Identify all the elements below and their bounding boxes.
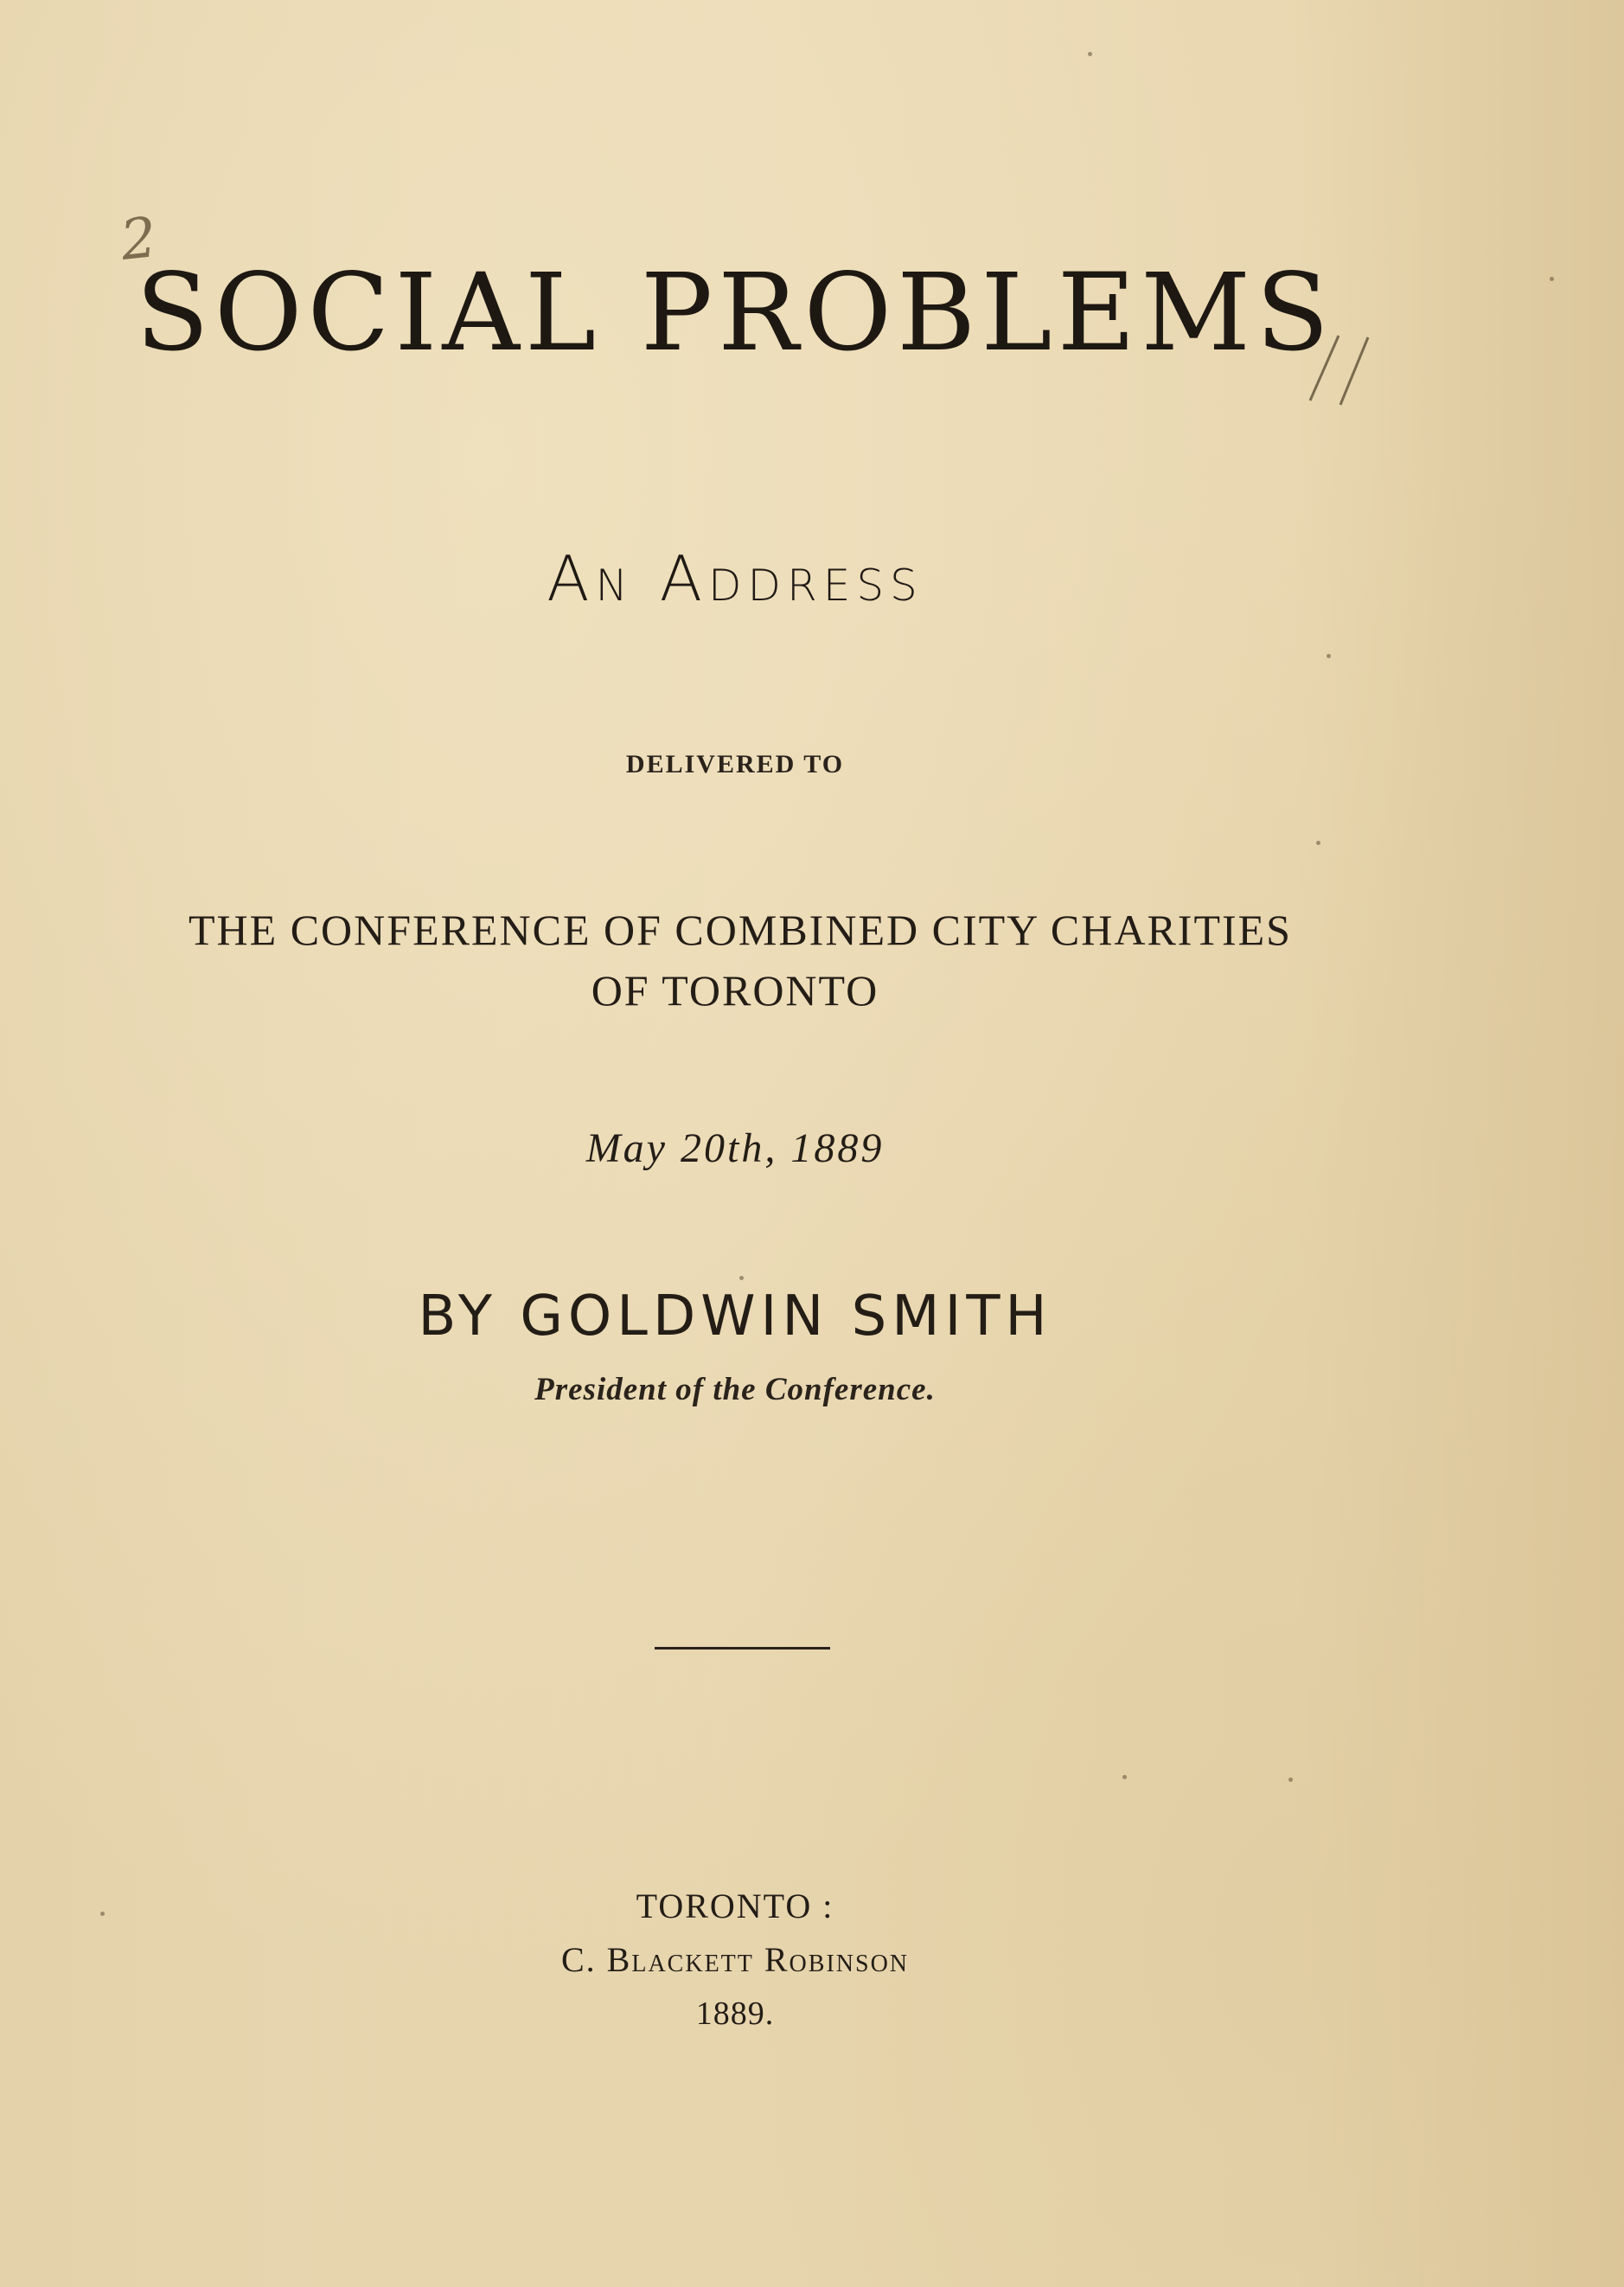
paper-speck	[100, 1912, 105, 1916]
imprint-year: 1889.	[695, 1996, 775, 2032]
paper-speck	[1316, 841, 1320, 845]
separator-rule	[655, 1647, 830, 1650]
book-subtitle: An Address	[547, 542, 924, 615]
imprint-publisher: C. Blackett Robinson	[560, 1940, 910, 1979]
author-role: President of the Conference.	[534, 1372, 936, 1407]
imprint-city: TORONTO :	[636, 1887, 834, 1925]
paper-speck	[1550, 277, 1554, 281]
author-line: BY GOLDWIN SMITH	[418, 1284, 1052, 1348]
paper-speck	[1088, 52, 1092, 56]
paper-speck	[1327, 654, 1331, 658]
paper-speck	[1122, 1775, 1127, 1779]
conference-name-line-1: THE CONFERENCE OF COMBINED CITY CHARITIES	[189, 906, 1292, 954]
pencil-annotation-number: 2	[118, 206, 160, 273]
delivered-to-label: DELIVERED TO	[625, 750, 845, 778]
address-date: May 20th, 1889	[585, 1125, 885, 1171]
book-title: SOCIAL PROBLEMS	[135, 251, 1335, 375]
paper-speck	[739, 1276, 744, 1280]
conference-name-line-2: OF TORONTO	[591, 966, 879, 1015]
paper-speck	[1288, 1778, 1293, 1782]
